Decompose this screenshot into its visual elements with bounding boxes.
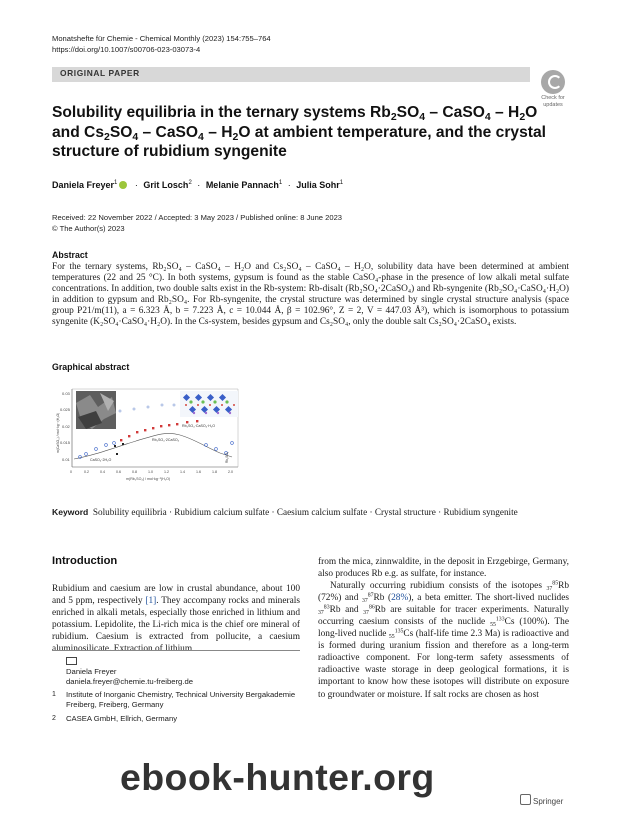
history-line: Received: 22 November 2022 / Accepted: 3 May 2023 / Published online: 8 June 2023 (52, 213, 343, 222)
contact-footnote (52, 656, 300, 686)
syngenite-label: Rb₂SO₄·CaSO₄·H₂O (182, 424, 216, 428)
abstract-text: For the ternary systems, Rb₂SO₄ – CaSO₄ – H₂O and Cs₂SO₄ – CaSO₄ – H₂O, solubility data have been determined at ambient temperatures (22 and 25 °C). In both systems, gypsum is found as the stable CaSO₄-phase in the presence of low alkali metal sulfate concentrations. In addition, two double salts exist in the Rb-system: Rb-disalt (Rb₂SO₄·2CaSO₄) and Rb-syngenite (Rb₂SO₄·CaSO₄·H₂O) in addition to gypsum and Rb₂SO₄. For Rb-syngenite, the crystal structure was determined by single crystal structure analysis (space group P21/m(11), a = 6.323 Å, b = 7.223 Å, c = 10.044 Å, β = 102.96°, Z = 2, V = 447.03 Å³), which is isomorphous to potassium syngenite (K₂SO₄·CaSO₄·H₂O). In the Cs-system, besides gypsum and Cs₂SO₄, only the double salt Cs₂SO₄·2CaSO₄ exists. (52, 262, 569, 328)
x-tick-label: 0.4 (100, 470, 105, 474)
copyright-line: © The Author(s) 2023 (52, 223, 125, 233)
x-tick-label: 2.0 (228, 470, 233, 474)
y-tick-label: 0.02 (62, 424, 70, 429)
intro-left-column: Rubidium and caesium are low in crustal abundance, about 100 and 5 ppm, respectively [1]. They accompany rocks and minerals enriched in alkali metals, especially those enriched in lithium and potassium. Lepidolite, the Li-rich mica is the chief ore mineral of rubidium. Caesium is extracted from pollucite, a caesium aluminosilicate. Extraction of lithium (52, 584, 300, 655)
y-tick-label: 0.025 (60, 407, 71, 412)
affiliation-2: 2 CASEA GmbH, Ellrich, Germany (52, 713, 178, 723)
publication-dates (52, 213, 342, 234)
graphical-abstract-heading: Graphical abstract (52, 362, 130, 372)
abstract-heading: Abstract (52, 250, 88, 260)
x-tick-label: 0.2 (84, 470, 89, 474)
doi-link[interactable]: https://doi.org/10.1007/s00706-023-03073-4 (52, 45, 201, 54)
x-tick-label: 1.0 (148, 470, 153, 474)
author-name[interactable]: Grit Losch (143, 180, 189, 190)
author-list: Daniela Freyer$^1$ · Grit Losch$^2$ · Melanie Pannach$^1$ · Julia Sohr$^1$ (52, 180, 344, 190)
footnotes (52, 656, 300, 728)
y-tick-label: 0.015 (60, 440, 71, 445)
article-title: Solubility equilibria in the ternary systems $Rb_2SO_4$ – CaSO$_4$ – $H_2O$ and $Cs_2SO_4$ – CaSO$_4$ – $H_2O$ at ambient temperature, and the crystal structure of rubidium syngenite (52, 104, 546, 160)
citation-link[interactable]: [1] (145, 596, 157, 607)
author-name[interactable]: Julia Sohr (296, 180, 340, 190)
mail-icon (66, 657, 77, 665)
check-updates-label: Check for updates (541, 95, 565, 108)
introduction-heading: Introduction (52, 555, 118, 567)
gypsum-label: CaSO₄·2H₂O (90, 458, 112, 462)
x-axis-label: m(Rb₂SO₄) / mol·kg⁻¹(H₂O) (126, 477, 171, 481)
watermark-text: ebook-hunter.org (120, 756, 435, 798)
springer-horse-icon (520, 794, 531, 805)
article-type-label: ORIGINAL PAPER (60, 68, 140, 78)
disalt-label: Rb₂SO₄·2CaSO₄ (152, 438, 180, 442)
contact-name: Daniela Freyer (66, 666, 117, 676)
journal-header (52, 33, 271, 55)
x-tick-label: 1.6 (196, 470, 201, 474)
publisher-logo: Springer (520, 794, 563, 806)
contact-email[interactable]: daniela.freyer@chemie.tu-freiberg.de (66, 676, 194, 686)
author-name[interactable]: Melanie Pannach (205, 180, 279, 190)
citation-link[interactable]: 28% (391, 593, 409, 604)
check-updates-icon (541, 70, 565, 94)
y-tick-label: 0.03 (62, 391, 70, 396)
x-tick-label: 0.8 (132, 470, 137, 474)
graphical-abstract-figure (56, 383, 252, 487)
journal-citation: Monatshefte für Chemie - Chemical Monthly (2023) 154:755–764 (52, 34, 271, 43)
author-name[interactable]: Daniela Freyer (52, 180, 115, 190)
keywords-text: Solubility equilibria · Rubidium calcium sulfate · Caesium calcium sulfate · Crystal structure · Rubidium syngenite (92, 507, 518, 517)
article-type-badge (52, 67, 530, 82)
y-axis-label: m(CaSO₄) / mol·kg⁻¹(H₂O) (56, 412, 60, 453)
keywords-label: Keyword (52, 507, 89, 517)
x-tick-label: 0.6 (116, 470, 121, 474)
intro-right-column (318, 556, 569, 701)
x-tick-label: 0 (70, 470, 72, 474)
paragraph: Naturally occurring rubidium consists of the isotopes $_{37}^{85}$Rb (72%) and $_{37}^{87}$Rb (28%), a beta emitter. The short-lived nuclides $_{37}^{83}$Rb and $_{37}^{86}$Rb are suitable for tracer experiments. Naturally occurring caesium consists of the nuclide $_{55}^{133}$Cs (100%). The long-lived nuclide $_{55}^{135}$Cs (half-life time 2.3 Ma) is radioactive and is formed during uranium fission and therefore as a long-term radioactive component. For long-term safety assessments of radioactive waste storage in deep geological formations, it is important to know how these isotopes will distribute on exposure to groundwater or moisture. If salt rocks are chosen as host (318, 580, 570, 700)
affiliation-1: 1 Institute of Inorganic Chemistry, Technical University Bergakademie Freiberg, Freiberg, Germany (52, 690, 296, 710)
orcid-icon[interactable] (119, 181, 127, 189)
y-tick-label: 0.01 (62, 457, 70, 462)
rb-sulfate-label: Rb₂SO₄ (225, 451, 229, 463)
x-tick-label: 1.2 (164, 470, 169, 474)
paragraph: from the mica, zinnwaldite, in the deposit in Erzgebirge, Germany, also produces Rb e.g. as sulfate, for instance. (318, 557, 569, 580)
keywords (52, 507, 569, 519)
x-tick-label: 1.8 (212, 470, 217, 474)
x-tick-label: 1.4 (180, 470, 185, 474)
footnote-divider (52, 650, 300, 651)
